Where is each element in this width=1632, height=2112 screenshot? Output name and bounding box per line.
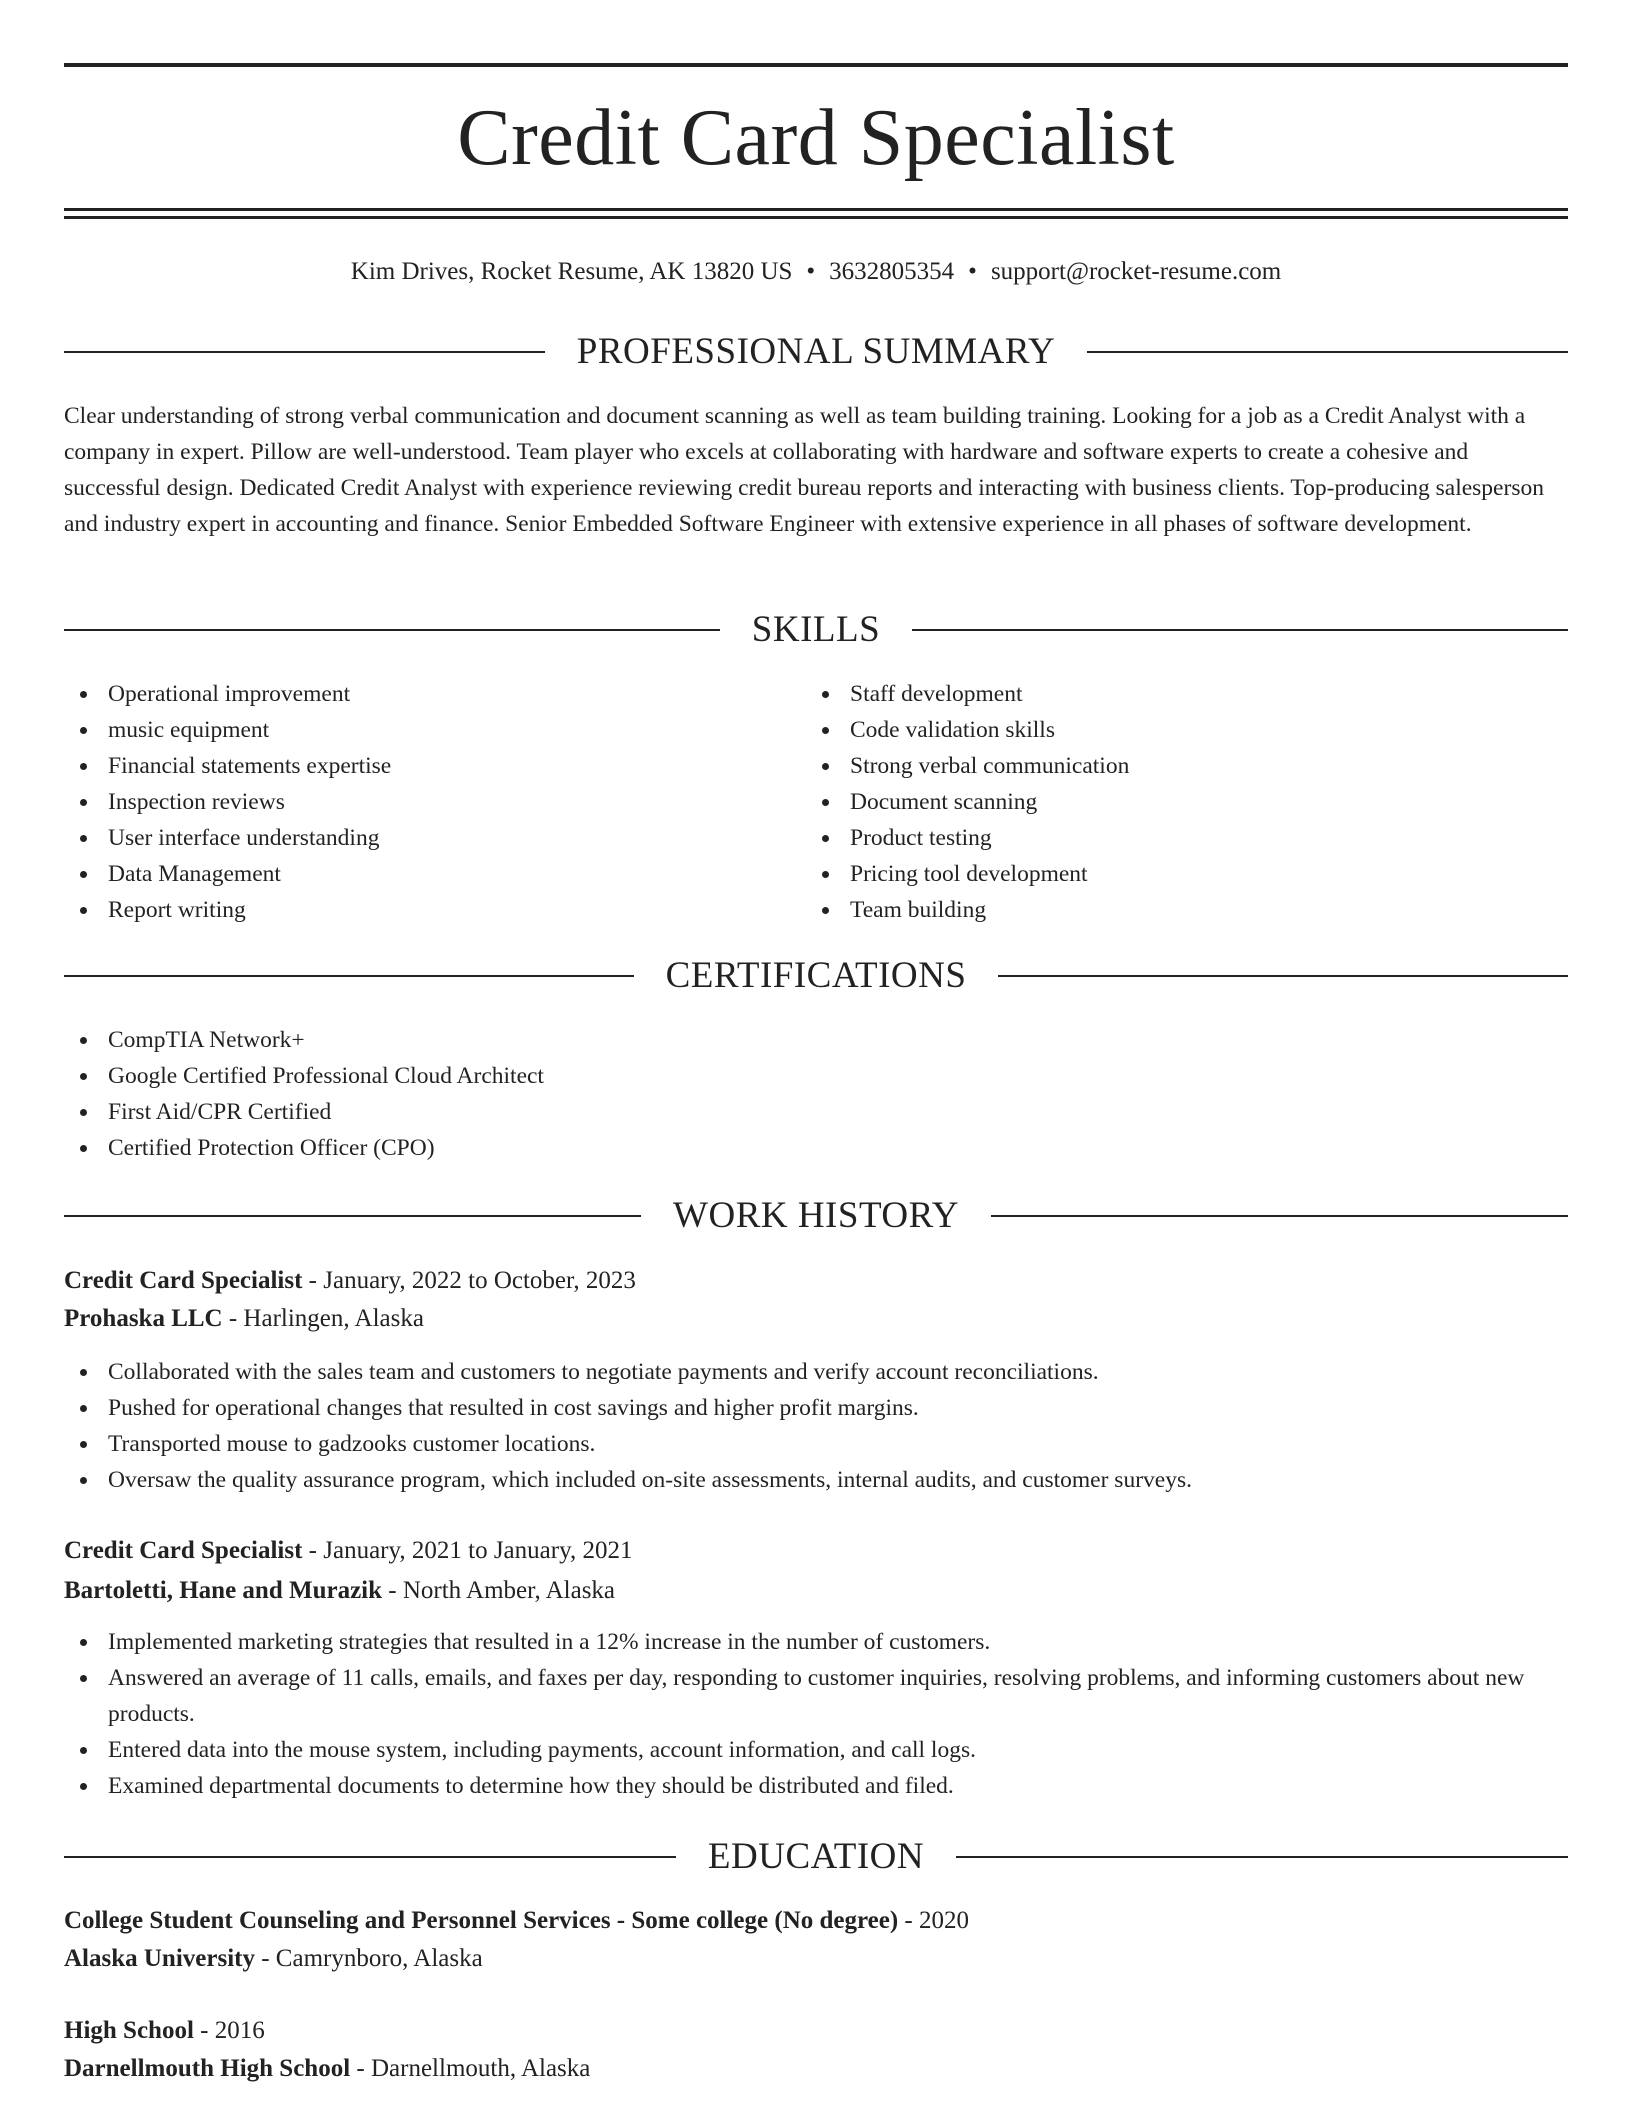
skill-item: Operational improvement	[64, 676, 804, 712]
job-company-line	[64, 1572, 1568, 1610]
skill-item: Team building	[806, 892, 1546, 928]
job-dates: - January, 2021 to January, 2021	[302, 1537, 633, 1564]
section-rule	[64, 351, 545, 353]
job-bullet: Examined departmental documents to determine how they should be distributed and filed.	[64, 1768, 1568, 1804]
skills-list-right	[806, 676, 1546, 928]
education-degree-line	[64, 1902, 1568, 1940]
job-location: - Harlingen, Alaska	[222, 1305, 424, 1332]
education-location: - Camrynboro, Alaska	[254, 1945, 483, 1972]
contact-separator: •	[806, 258, 816, 285]
section-title: EDUCATION	[707, 1836, 925, 1877]
resume-title: Credit Card Specialist	[457, 94, 1175, 182]
education-school: Alaska University	[64, 1945, 255, 1972]
skill-item: Staff development	[806, 676, 1546, 712]
education-year: - 2016	[193, 2017, 265, 2044]
job-bullet: Transported mouse to gadzooks customer locations.	[64, 1426, 1568, 1462]
skill-item: music equipment	[64, 712, 804, 748]
education-degree: High School	[64, 2017, 194, 2044]
job-title: Credit Card Specialist	[64, 1267, 303, 1294]
job-bullet: Pushed for operational changes that resulted in cost savings and higher profit margins.	[64, 1390, 1568, 1426]
contact-separator: •	[968, 258, 977, 285]
section-header-education	[64, 1837, 1568, 1877]
skill-item: Financial statements expertise	[64, 748, 804, 784]
section-rule	[1087, 351, 1568, 353]
contact-address: Kim Drives, Rocket Resume, AK 13820 US	[350, 258, 793, 285]
title-rule-lower	[64, 216, 1568, 219]
job-company: Bartoletti, Hane and Murazik	[64, 1577, 383, 1604]
education-location: - Darnellmouth, Alaska	[350, 2055, 591, 2082]
contact-phone: 3632805354	[829, 258, 955, 285]
certification-item: Certified Protection Officer (CPO)	[64, 1130, 1568, 1166]
job-bullets	[64, 1354, 1568, 1498]
section-title: CERTIFICATIONS	[665, 955, 967, 996]
title-rule-upper	[64, 208, 1568, 211]
section-rule	[912, 629, 1568, 631]
job-company: Prohaska LLC	[64, 1305, 223, 1332]
skill-item: Code validation skills	[806, 712, 1546, 748]
job-dates: - January, 2022 to October, 2023	[302, 1267, 636, 1294]
education-year: - 2020	[898, 1907, 969, 1934]
top-rule	[64, 63, 1568, 67]
certifications-list	[64, 1022, 1568, 1166]
section-rule	[64, 629, 720, 631]
job-bullet: Collaborated with the sales team and customers to negotiate payments and verify account reconciliations.	[64, 1354, 1568, 1390]
skill-item: Pricing tool development	[806, 856, 1546, 892]
skill-item: Inspection reviews	[64, 784, 804, 820]
job-bullet: Implemented marketing strategies that resulted in a 12% increase in the number of customers.	[64, 1624, 1568, 1660]
job-title: Credit Card Specialist	[64, 1537, 303, 1564]
contact-email: support@rocket-resume.com	[990, 258, 1282, 285]
section-rule	[64, 1215, 641, 1217]
certification-item: Google Certified Professional Cloud Architect	[64, 1058, 1568, 1094]
skills-list-left	[64, 676, 804, 928]
section-title: PROFESSIONAL SUMMARY	[576, 331, 1056, 372]
summary-text: Clear understanding of strong verbal communication and document scanning as well as team building training. Looking for a job as a Credit Analyst with a company in expert. Pillow are well-understood. Team player who excels at collaborating with hardware and software experts to create a cohesive and successful design. Dedicated Credit Analyst with experience reviewing credit bureau reports and interacting with business clients. Top-producing salesperson and industry expert in accounting and finance. Senior Embedded Software Engineer with extensive experience in all phases of software development.	[64, 403, 1544, 537]
job-bullet: Answered an average of 11 calls, emails, and faxes per day, responding to customer inquiries, resolving problems, and informing customers about new products.	[64, 1660, 1568, 1732]
skill-item: User interface understanding	[64, 820, 804, 856]
section-rule	[991, 1215, 1568, 1217]
education-school-line	[64, 2050, 1568, 2088]
education-school: Darnellmouth High School	[64, 2055, 351, 2082]
section-header-work-history	[64, 1196, 1568, 1236]
section-header-skills	[64, 610, 1568, 650]
section-rule	[956, 1856, 1568, 1858]
section-title: WORK HISTORY	[673, 1195, 959, 1236]
job-title-line	[64, 1262, 1568, 1300]
certification-item: First Aid/CPR Certified	[64, 1094, 1568, 1130]
section-rule	[64, 975, 634, 977]
section-rule	[998, 975, 1568, 977]
education-degree: College Student Counseling and Personnel Services - Some college (No degree)	[64, 1907, 899, 1934]
skill-item: Document scanning	[806, 784, 1546, 820]
contact-line	[64, 252, 1568, 292]
section-rule	[64, 1856, 676, 1858]
job-company-line	[64, 1300, 1568, 1338]
education-degree-line	[64, 2012, 1568, 2050]
job-title-line	[64, 1532, 1568, 1570]
job-bullet: Oversaw the quality assurance program, which included on-site assessments, internal audits, and customer surveys.	[64, 1462, 1568, 1498]
job-location: - North Amber, Alaska	[382, 1577, 616, 1604]
section-header-summary	[64, 332, 1568, 372]
skill-item: Data Management	[64, 856, 804, 892]
education-school-line	[64, 1940, 1568, 1978]
section-title: SKILLS	[751, 609, 881, 650]
skill-item: Product testing	[806, 820, 1546, 856]
job-bullet: Entered data into the mouse system, including payments, account information, and call logs.	[64, 1732, 1568, 1768]
job-bullets	[64, 1624, 1568, 1804]
skill-item: Report writing	[64, 892, 804, 928]
certification-item: CompTIA Network+	[64, 1022, 1568, 1058]
skill-item: Strong verbal communication	[806, 748, 1546, 784]
section-header-certifications	[64, 956, 1568, 996]
